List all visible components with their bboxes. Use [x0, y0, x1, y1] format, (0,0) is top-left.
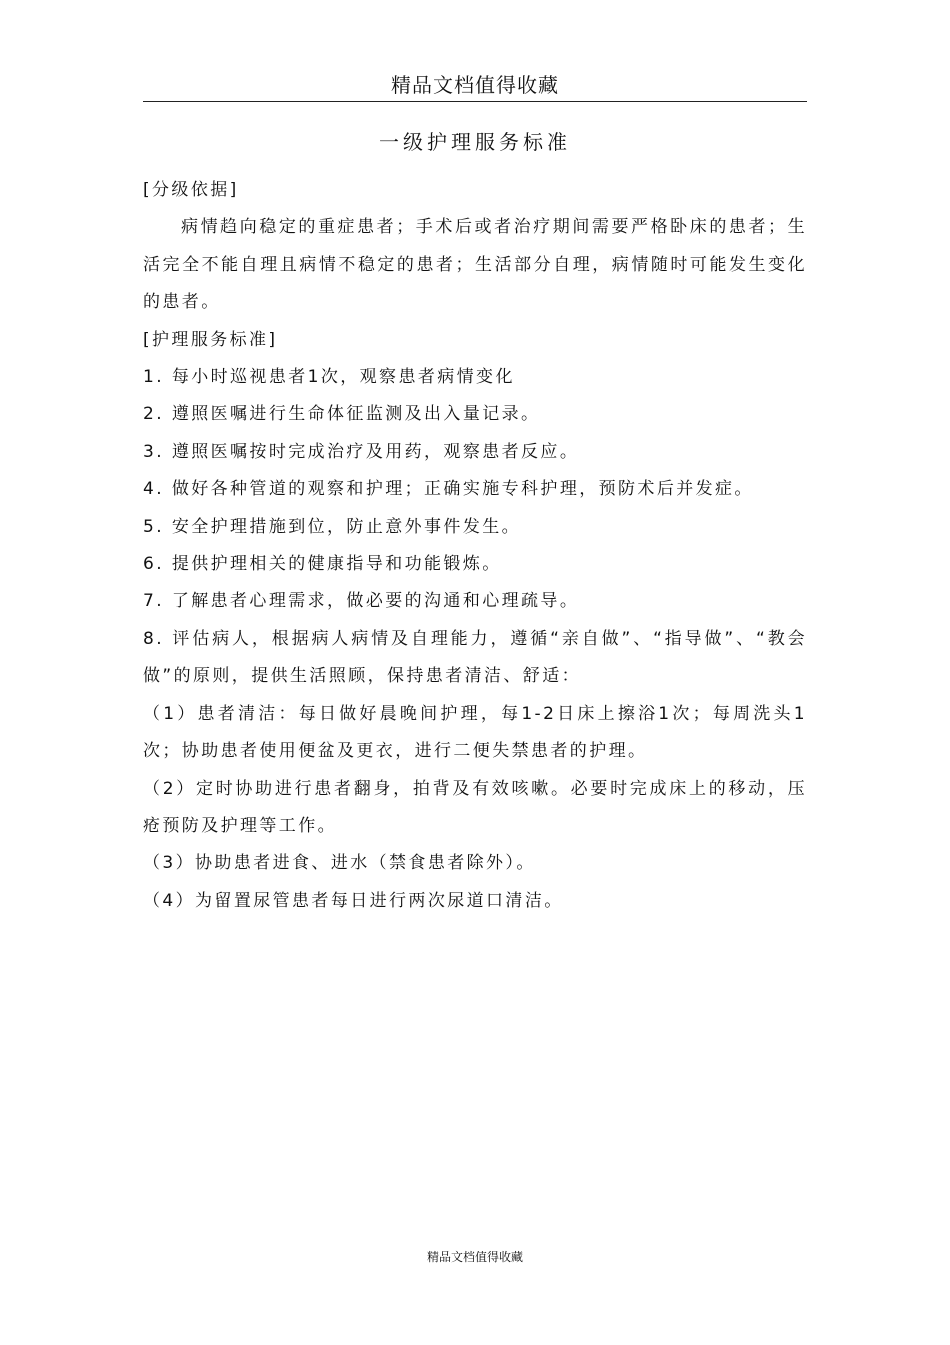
standard-item-2: 2. 遵照医嘱进行生命体征监测及出入量记录。 — [143, 404, 541, 425]
standard-item-6: 6. 提供护理相关的健康指导和功能锻炼。 — [143, 554, 502, 575]
sub-item-4: （4）为留置尿管患者每日进行两次尿道口清洁。 — [143, 890, 564, 911]
page-header: 精品文档值得收藏 — [391, 73, 559, 97]
standard-item-3: 3. 遵照医嘱按时完成治疗及用药，观察患者反应。 — [143, 441, 580, 462]
standard-item-1: 1. 每小时巡视患者1次，观察患者病情变化 — [143, 367, 515, 388]
page-footer: 精品文档值得收藏 — [426, 1250, 523, 1264]
section-heading-standards: [护理服务标准] — [143, 329, 278, 350]
sub-item-2: （2）定时协助进行患者翻身，拍背及有效咳嗽。必要时完成床上的移动，压疮预防及护理等工作。 — [143, 778, 807, 836]
standard-item-5: 5. 安全护理措施到位，防止意外事件发生。 — [143, 516, 522, 537]
document-title: 一级护理服务标准 — [379, 130, 571, 154]
basis-paragraph: 病情趋向稳定的重症患者；手术后或者治疗期间需要严格卧床的患者；生活完全不能自理且病情不稳定的患者；生活部分自理，病情随时可能发生变化的患者。 — [143, 217, 807, 313]
sub-item-1: （1）患者清洁：每日做好晨晚间护理，每1-2日床上擦浴1次；每周洗头1次；协助患者使用便盆及更衣，进行二便失禁患者的护理。 — [143, 703, 807, 762]
standard-item-8: 8. 评估病人，根据病人病情及自理能力，遵循“亲自做”、“指导做”、“教会做”的原则，提供生活照顾，保持患者清洁、舒适： — [143, 628, 807, 687]
sub-item-3: （3）协助患者进食、进水（禁食患者除外）。 — [143, 853, 536, 874]
standard-item-4: 4. 做好各种管道的观察和护理；正确实施专科护理，预防术后并发症。 — [143, 479, 754, 500]
document-body — [143, 172, 807, 920]
standard-item-7: 7. 了解患者心理需求，做必要的沟通和心理疏导。 — [143, 591, 580, 612]
section-heading-basis: [分级依据] — [143, 180, 239, 200]
header-divider — [143, 101, 807, 102]
